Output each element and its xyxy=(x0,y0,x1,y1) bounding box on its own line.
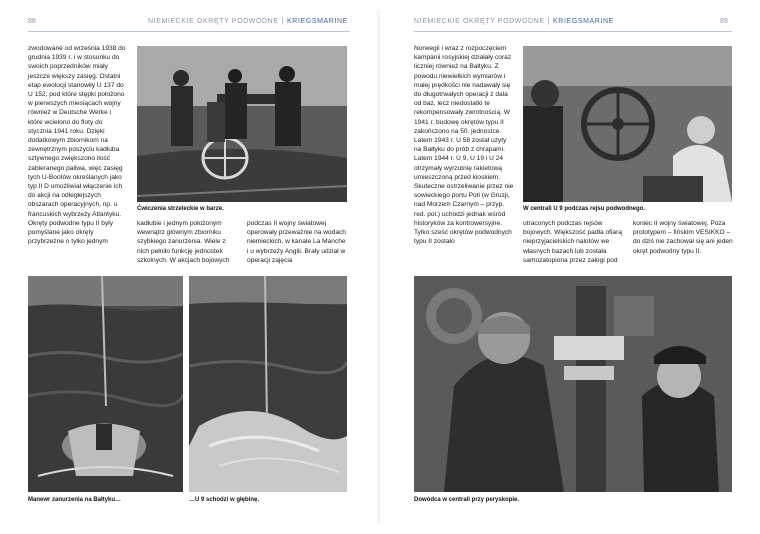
text-column-1: Norwegii i wraz z rozpoczęciem kampanii rosyjskiej działały coraz liczniej również na Bałtyku. Z powodu niewielkich wymiarów i małej prędkości nie nadawały się do długotrwałych operacji z dala od baz, lecz niedostatki te rekompensowały zwrotnością. W 1941 r. budowę okrętów typu II zakończono na 50. jednostce. Latem 1943 r. U 58 został użyty na Bałtyku do prób z chrapami. Latem 1944 r. U 9, U 19 i U 24 otrzymały wyrzutnię rakietową umieszczoną przed kioskiem. Skuteczne ostrzeliwanie przez nie sowieckiego portu Poti (w Gruzji, nad Morzem Czarnym – przyp. red. pol.) uchodzi jednak wśród historyków za kontrowersyjne. Tylko sześć okrętów podwodnych typu II zostało xyxy=(414,45,514,246)
header-title: NIEMIECKIE OKRĘTY PODWODNE xyxy=(414,18,545,25)
page-number-left: 88 xyxy=(28,18,36,25)
text-column-2: utraconych podczas rejsów bojowych. Większość padła ofiarą nieprzyjacielskich nalotów we własnych bazach lub została samozatopiona przez załogi pod xyxy=(523,220,622,264)
photo-gun-drill xyxy=(137,46,347,202)
text-column-1: zwodowane od września 1938 do grudnia 1939 r. i w stosunku do swoich poprzedników miały jeszcze większy zasięg. Ostatni etap ewolucji stanowiły U 137 do U 152, pod które stępki położono w pierwszych miesiącach wojny również w Deutsche Werke i które wcielono do floty do stycznia 1941 roku. Dzięki dodatkowym zbiornikom na zewnętrznym poszyciu kadłuba sztywnego zwiększono ilość zabieranego paliwa, więc zasięg tych U-Bootów określanych jako typ II D umożliwiał włączenie ich do akcji na odległejszych obszarach operacyjnych, np. u francuskich wybrzeży Atlantyku. Okręty podwodne typu II były pomyślane jako okręty przybrzeżne o tylko jednym xyxy=(28,45,126,246)
page-right xyxy=(380,0,760,534)
page-number-right: 89 xyxy=(720,18,728,25)
photo-u9-diving xyxy=(189,276,347,492)
header-title: NIEMIECKIE OKRĘTY PODWODNE xyxy=(148,18,279,25)
photo-commander-periscope xyxy=(414,276,732,492)
caption-gun-drill: Ćwiczenia strzeleckie w barze. xyxy=(137,206,224,212)
caption-dive-maneuver: Manewr zanurzenia na Bałtyku… xyxy=(28,497,122,503)
header-accent: KRIEGSMARINE xyxy=(553,18,614,25)
photo-dive-maneuver xyxy=(28,276,183,492)
header-rule xyxy=(28,31,350,32)
header-accent: KRIEGSMARINE xyxy=(287,18,348,25)
text-column-3: koniec II wojny światowej. Poza prototypem – fińskim VESIKKO – do dziś nie zachował się ani jeden okręt podwodny typu II. xyxy=(633,220,733,255)
caption-u9-diving: …U 9 schodzi w głębinę. xyxy=(189,497,260,503)
header-rule xyxy=(414,31,732,32)
caption-commander-periscope: Dowódca w centrali przy peryskopie. xyxy=(414,497,520,503)
text-column-2: kadłubie i jednym położonym wewnątrz głównym zbiorniku szybkiego zanurzenia. Wiele z nich pełniło funkcję jednostek szkolnych. W akcjach bojowych xyxy=(137,220,230,264)
caption-control-room: W centrali U 9 podczas rejsu podwodnego. xyxy=(523,206,646,212)
running-header-right: NIEMIECKIE OKRĘTY PODWODNE | KRIEGSMARINE xyxy=(414,18,614,25)
text-column-3: podczas II wojny światowej operowały przeważnie na wodach niemieckich, w kanale La Manche i u wybrzeży Anglii. Brały udział w operacji zajęcia xyxy=(247,220,346,264)
running-header-left: NIEMIECKIE OKRĘTY PODWODNE | KRIEGSMARINE xyxy=(148,18,348,25)
photo-control-room xyxy=(523,46,732,202)
